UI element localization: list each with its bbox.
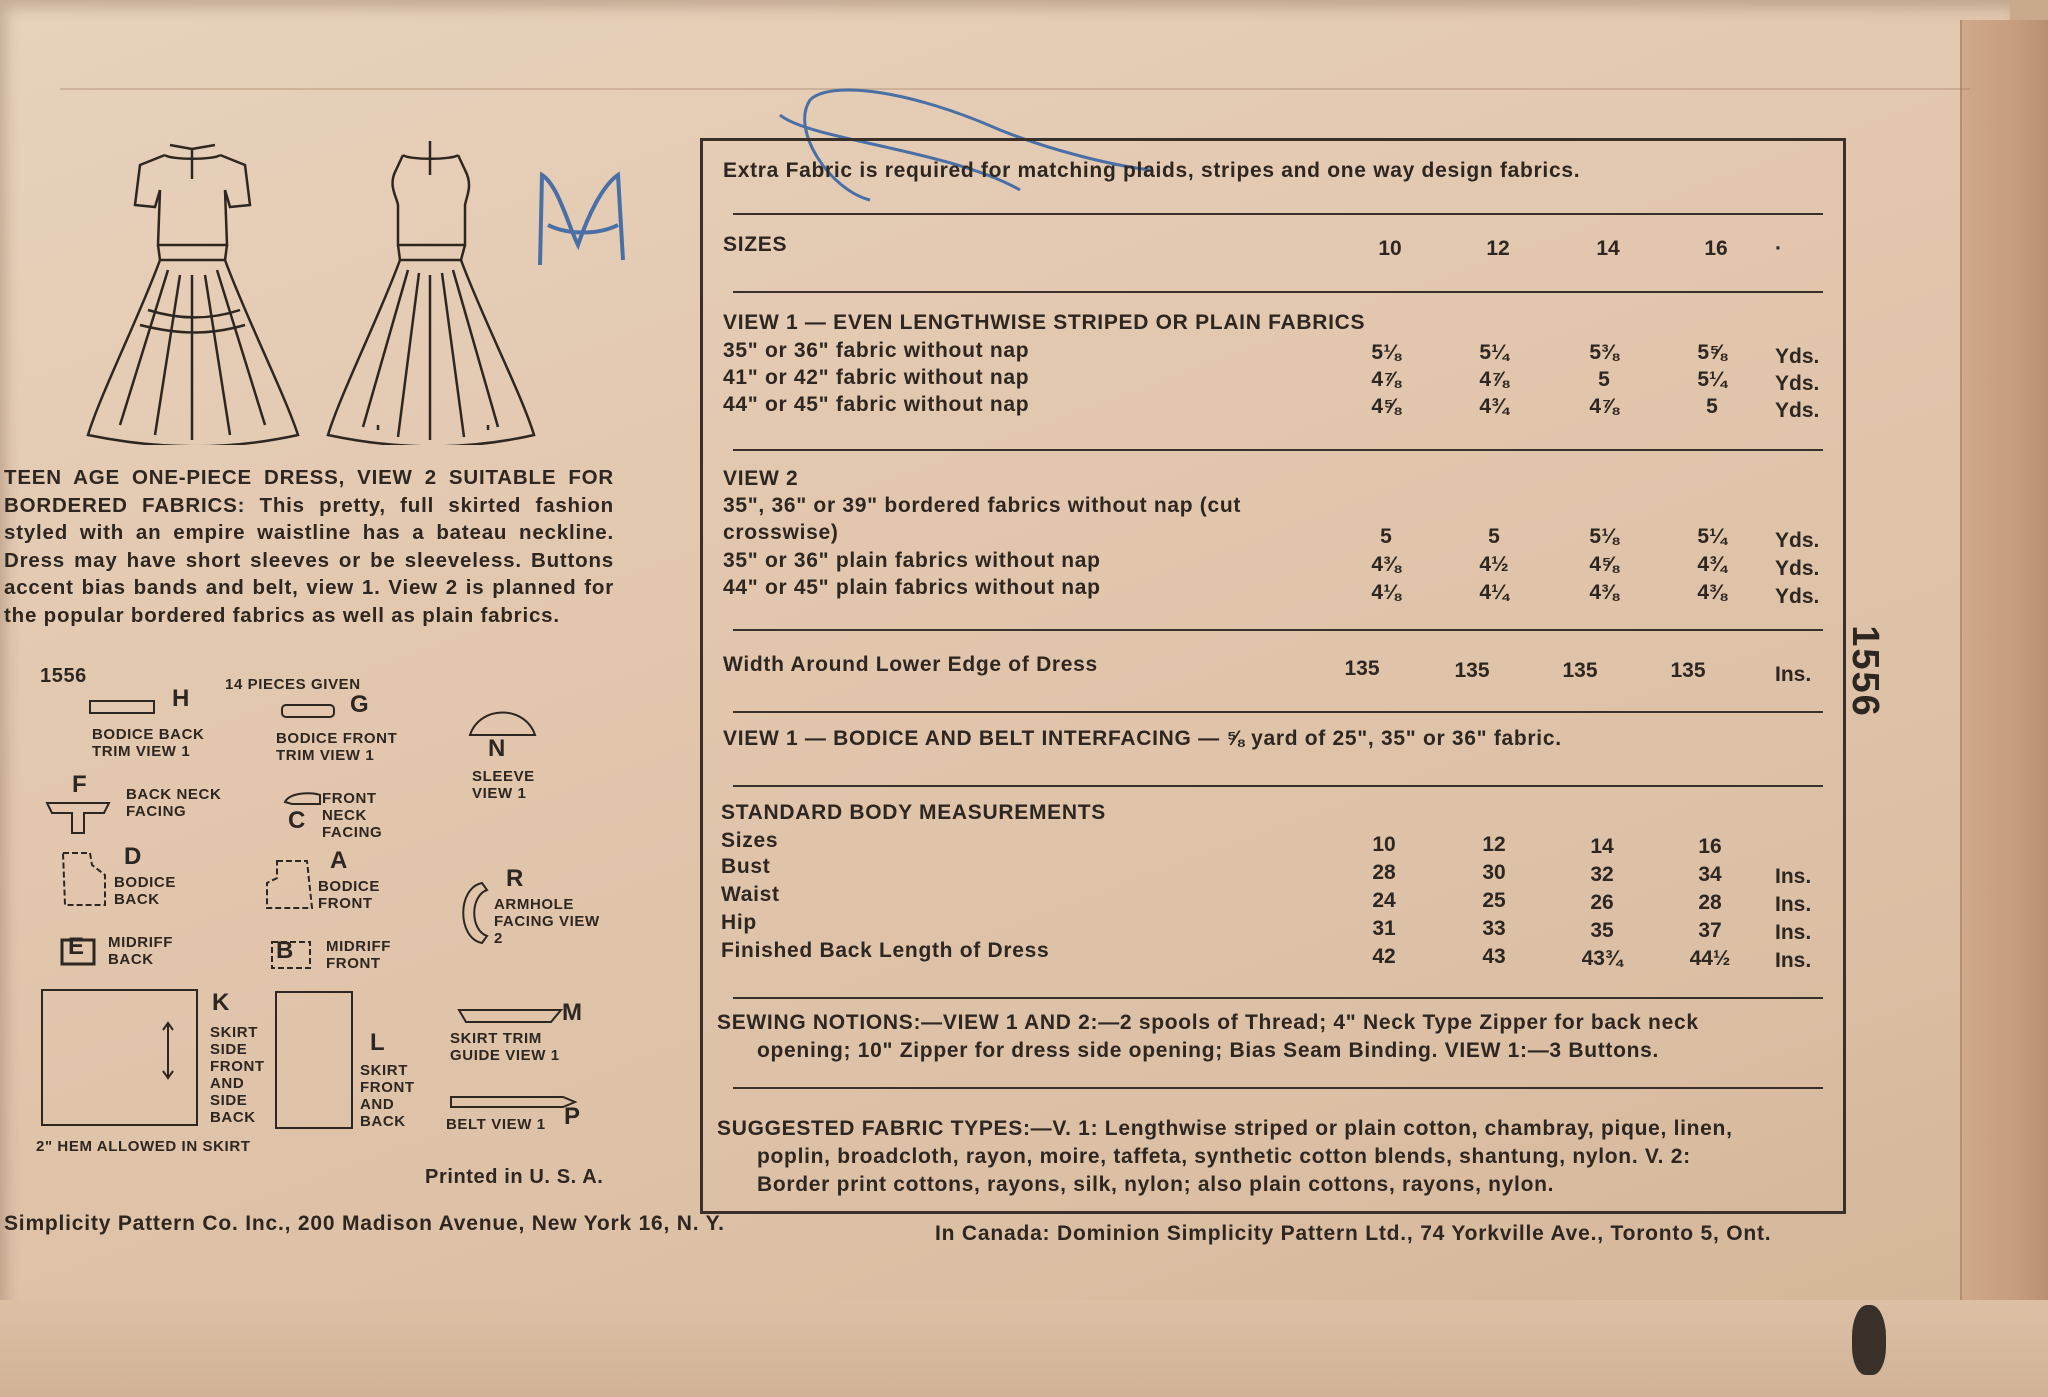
measurement-value: 24 [1372,889,1396,912]
measurement-value: 37 [1698,919,1722,942]
description-body: This pretty, full skirted fashion styled with an empire waistline has a bateau neckline. Dress may have short sleeves or be sleeveless. Buttons accent bias bands and belt, view 1. View 2 is planned for the popular bordered fabrics as well as plain fabrics. [4,493,615,627]
measurement-value: 25 [1482,889,1506,912]
view1-unit: Yds. [1775,372,1820,395]
canada-address: In Canada: Dominion Simplicity Pattern Ltd., 74 Yorkville Ave., Toronto 5, Ont. [935,1222,1772,1245]
view1-heading: VIEW 1 — EVEN LENGTHWISE STRIPED OR PLAIN FABRICS [723,311,1366,334]
extra-fabric-note: Extra Fabric is required for matching plaids, stripes and one way design fabrics. [723,159,1581,182]
measurement-value: 43¾ [1581,947,1623,970]
piece-c-icon [282,790,322,808]
measurement-label: Sizes [721,829,779,852]
measurement-value: 42 [1372,945,1396,968]
hem-note: 2" HEM ALLOWED IN SKIRT [36,1138,251,1155]
view2-value: 4⅜ [1371,553,1401,576]
width-label: Width Around Lower Edge of Dress [723,653,1098,676]
view2-unit: Yds. [1775,557,1820,580]
view1-row-label: 41" or 42" fabric without nap [723,366,1030,389]
piece-r-label: ARMHOLE FACING VIEW 2 [494,896,600,947]
ink-stain [1852,1305,1886,1375]
view2-value: 5¼ [1697,525,1727,548]
piece-g-label: BODICE FRONT TRIM VIEW 1 [276,730,398,764]
piece-r-letter: R [506,865,524,892]
measurement-value: 28 [1372,861,1396,884]
dress-view2-illustration-icon [318,135,543,445]
piece-r-icon [452,878,492,948]
pieces-count: 14 PIECES GIVEN [225,676,361,693]
piece-n-letter: N [488,735,506,762]
piece-a-icon [262,858,317,913]
piece-d-label: BODICE BACK [114,874,176,908]
view1-value: 4⅝ [1371,395,1401,418]
view2-value: 5 [1488,525,1500,548]
measurement-value: 35 [1590,919,1614,942]
sizes-label: SIZES [723,233,788,256]
fabric-types-line1: SUGGESTED FABRIC TYPES:—V. 1: Lengthwise striped or plain cotton, chambray, pique, linen, [717,1117,1733,1140]
measurement-value: 28 [1698,891,1722,914]
chart-divider [733,291,1823,293]
measurements-heading: STANDARD BODY MEASUREMENTS [721,801,1106,824]
view1-value: 5¼ [1479,341,1509,364]
piece-f-icon [44,798,114,838]
measurement-label: Finished Back Length of Dress [721,939,1050,962]
view1-value: 4⅞ [1589,395,1619,418]
piece-l-letter: L [370,1029,386,1056]
piece-a-label: BODICE FRONT [318,878,380,912]
size-16: 16 [1704,237,1728,260]
view1-row-label: 44" or 45" fabric without nap [723,393,1030,416]
view2-value: 4¾ [1697,553,1727,576]
fabric-types-line3: Border print cottons, rayons, silk, nylon; also plain cottons, rayons, nylon. [757,1173,1555,1196]
view2-value: 5⅛ [1589,525,1619,548]
chart-divider [733,629,1823,631]
piece-c-label: FRONT NECK FACING [322,790,383,841]
envelope-flap [1960,20,2048,1380]
dress-view1-illustration-icon [80,135,305,445]
measurement-value: 10 [1372,833,1396,856]
measurement-value: 33 [1482,917,1506,940]
piece-m-label: SKIRT TRIM GUIDE VIEW 1 [450,1030,560,1064]
size-14: 14 [1596,237,1620,260]
view1-value: 5⅜ [1589,341,1619,364]
width-value: 135 [1454,659,1490,682]
piece-b-label: MIDRIFF FRONT [326,938,392,972]
view2-value: 4⅜ [1697,581,1727,604]
view2-value: 5 [1380,525,1392,548]
view1-value: 4⅞ [1371,368,1401,391]
measurement-label: Bust [721,855,771,878]
view2-line2: crosswise) [723,521,839,544]
view2-value: 4⅜ [1589,581,1619,604]
measurement-unit: Ins. [1775,949,1812,972]
measurement-value: 12 [1482,833,1506,856]
view2-value: 4⅛ [1371,581,1401,604]
chart-divider [733,449,1823,451]
interfacing-note: VIEW 1 — BODICE AND BELT INTERFACING — ⅝ yard of 25", 35" or 36" fabric. [723,727,1562,750]
width-value: 135 [1344,657,1380,680]
printed-in-usa: Printed in U. S. A. [425,1166,604,1188]
view2-row-label: 44" or 45" plain fabrics without nap [723,576,1101,599]
envelope-bottom-edge [0,1300,2048,1397]
pieces-pattern-number: 1556 [40,665,87,687]
chart-divider [733,1087,1823,1089]
left-column [0,0,640,1300]
piece-h-letter: H [172,685,190,712]
view1-value: 5⅛ [1371,341,1401,364]
view1-unit: Yds. [1775,345,1820,368]
measurement-unit: Ins. [1775,865,1812,888]
piece-k-icon [40,988,200,1128]
side-pattern-number: 1556 [1843,625,1886,718]
view2-value: 4⅝ [1589,553,1619,576]
view2-heading: VIEW 2 [723,467,799,490]
piece-f-label: BACK NECK FACING [126,786,222,820]
view1-value: 5⅝ [1697,341,1727,364]
measurement-value: 30 [1482,861,1506,884]
view1-value: 4¾ [1479,395,1509,418]
view2-row-label: 35" or 36" plain fabrics without nap [723,549,1101,572]
piece-c-letter: C [288,807,306,834]
piece-a-letter: A [330,847,348,874]
chart-divider [733,213,1823,215]
piece-e-label: MIDRIFF BACK [108,934,174,968]
pattern-description [4,464,614,629]
measurement-label: Waist [721,883,780,906]
yardage-chart [700,138,1846,1214]
measurement-unit: Ins. [1775,893,1812,916]
chart-divider [733,997,1823,999]
view1-unit: Yds. [1775,399,1820,422]
piece-g-letter: G [350,691,370,718]
description-lead: TEEN AGE ONE-PIECE DRESS, VIEW 2 SUITABLE FOR BORDERED FABRICS: [4,466,614,517]
measurement-value: 43 [1482,945,1506,968]
measurement-value: 26 [1590,891,1614,914]
piece-e-letter: E [68,933,85,960]
piece-g-icon [280,702,340,720]
company-address: Simplicity Pattern Co. Inc., 200 Madison Avenue, New York 16, N. Y. [4,1212,725,1235]
piece-k-label: SKIRT SIDE FRONT AND SIDE BACK [210,1024,265,1126]
view2-value: 4½ [1479,553,1509,576]
piece-m-letter: M [562,999,583,1026]
view1-value: 4⅞ [1479,368,1509,391]
view2-line1: 35", 36" or 39" bordered fabrics without nap (cut [723,494,1242,517]
piece-l-label: SKIRT FRONT AND BACK [360,1062,415,1130]
size-12: 12 [1486,237,1510,260]
piece-h-icon [88,698,158,716]
view1-value: 5¼ [1697,368,1727,391]
sizes-dot: · [1775,237,1782,260]
chart-divider [733,785,1823,787]
size-10: 10 [1378,237,1402,260]
width-value: 135 [1562,659,1598,682]
width-unit: Ins. [1775,663,1812,686]
fabric-types-line2: poplin, broadcloth, rayon, moire, taffeta, synthetic cotton blends, shantung, nylon. V. 2: [757,1145,1691,1168]
piece-m-icon [456,1006,566,1026]
measurement-value: 14 [1590,835,1614,858]
measurement-value: 44½ [1689,947,1731,970]
piece-b-letter: B [276,937,294,964]
piece-n-label: SLEEVE VIEW 1 [472,768,535,802]
view1-value: 5 [1706,395,1718,418]
piece-d-letter: D [124,843,142,870]
sewing-notions-line2: opening; 10" Zipper for dress side opening; Bias Seam Binding. VIEW 1:—3 Buttons. [757,1039,1660,1062]
sewing-notions-line1: SEWING NOTIONS:—VIEW 1 AND 2:—2 spools of Thread; 4" Neck Type Zipper for back neck [717,1011,1699,1034]
piece-f-letter: F [72,771,88,798]
width-value: 135 [1670,659,1706,682]
measurement-label: Hip [721,911,757,934]
view2-unit: Yds. [1775,585,1820,608]
view2-unit: Yds. [1775,529,1820,552]
piece-p-label: BELT VIEW 1 [446,1116,546,1133]
view1-value: 5 [1598,368,1610,391]
piece-d-icon [60,850,110,910]
piece-p-icon [448,1094,578,1110]
piece-h-label: BODICE BACK TRIM VIEW 1 [92,726,205,760]
view1-row-label: 35" or 36" fabric without nap [723,339,1030,362]
measurement-value: 31 [1372,917,1396,940]
piece-p-letter: P [564,1103,581,1130]
measurement-value: 34 [1698,863,1722,886]
piece-k-letter: K [212,989,230,1016]
measurement-unit: Ins. [1775,921,1812,944]
measurement-value: 32 [1590,863,1614,886]
piece-n-icon [465,700,540,740]
measurement-value: 16 [1698,835,1722,858]
view2-value: 4¼ [1479,581,1509,604]
piece-l-icon [274,990,354,1130]
chart-divider [733,711,1823,713]
